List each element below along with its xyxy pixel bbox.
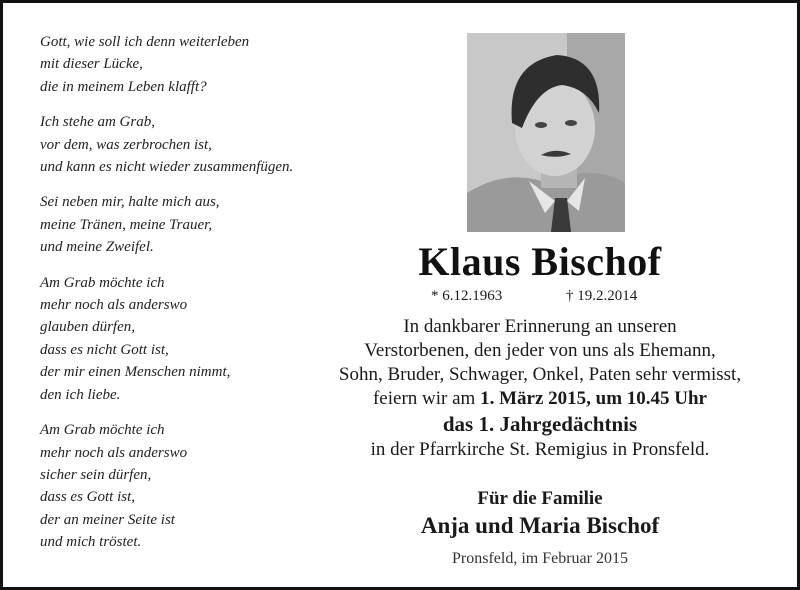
deceased-name: Klaus Bischof bbox=[418, 239, 662, 284]
poem-stanza-2 bbox=[40, 111, 370, 178]
memorial-line: In dankbarer Erinnerung an unseren bbox=[403, 316, 677, 337]
family-names: Anja und Maria Bischof bbox=[420, 513, 660, 538]
family-label: Für die Familie bbox=[477, 488, 603, 509]
church-location: in der Pfarrkirche St. Remigius in Pronsfeld. bbox=[370, 439, 710, 460]
date-line-prefix: feiern wir am bbox=[372, 388, 481, 409]
poem-line: Gott, wie soll ich denn weiterleben bbox=[40, 34, 250, 50]
poem-line: den ich liebe. bbox=[40, 386, 121, 403]
birth-date: * 6.12.1963 bbox=[431, 288, 503, 304]
poem-line: meine Tränen, meine Trauer, bbox=[40, 216, 213, 233]
poem-stanza-1 bbox=[40, 31, 370, 98]
portrait-photo bbox=[467, 33, 625, 232]
poem-line: glauben dürfen, bbox=[40, 319, 135, 336]
poem-line: Ich stehe am Grab, bbox=[40, 114, 155, 131]
death-date: † 19.2.2014 bbox=[566, 288, 638, 304]
poem-line: sicher sein dürfen, bbox=[40, 466, 152, 483]
poem-line: Am Grab möchte ich bbox=[40, 422, 165, 439]
service-date: 1. März 2015, um 10.45 Uhr bbox=[480, 388, 707, 409]
poem-line: mehr noch als anderswo bbox=[40, 297, 188, 314]
memorial-date-line bbox=[300, 387, 780, 411]
life-dates bbox=[300, 288, 780, 308]
anniversary-title: das 1. Jahrgedächtnis bbox=[442, 412, 638, 436]
poem-line: Am Grab möchte ich bbox=[40, 274, 165, 291]
poem-line: der an meiner Seite ist bbox=[40, 511, 175, 528]
poem-line: und mich tröstet. bbox=[40, 534, 142, 551]
poem-line: und meine Zweifel. bbox=[40, 239, 154, 256]
poem-line: dass es nicht Gott ist, bbox=[40, 341, 169, 358]
place-date: Pronsfeld, im Februar 2015 bbox=[452, 550, 628, 567]
poem-line: mehr noch als anderswo bbox=[40, 444, 188, 461]
poem-line: der mir einen Menschen nimmt, bbox=[40, 364, 231, 381]
memorial-line: Sohn, Bruder, Schwager, Onkel, Paten sehr vermisst, bbox=[338, 364, 742, 385]
poem-line: und kann es nicht wieder zusammenfügen. bbox=[40, 159, 294, 176]
poem-line: mit dieser Lücke, bbox=[40, 56, 143, 73]
memorial-text bbox=[300, 315, 780, 462]
poem-line: die in meinem Leben klafft? bbox=[40, 78, 207, 95]
poem-line: dass es Gott ist, bbox=[40, 489, 136, 506]
portrait-silhouette bbox=[467, 33, 625, 232]
memorial-line: Verstorbenen, den jeder von uns als Ehemann, bbox=[364, 340, 716, 361]
poem-line: vor dem, was zerbrochen ist, bbox=[40, 136, 212, 153]
poem-line: Sei neben mir, halte mich aus, bbox=[40, 194, 220, 211]
